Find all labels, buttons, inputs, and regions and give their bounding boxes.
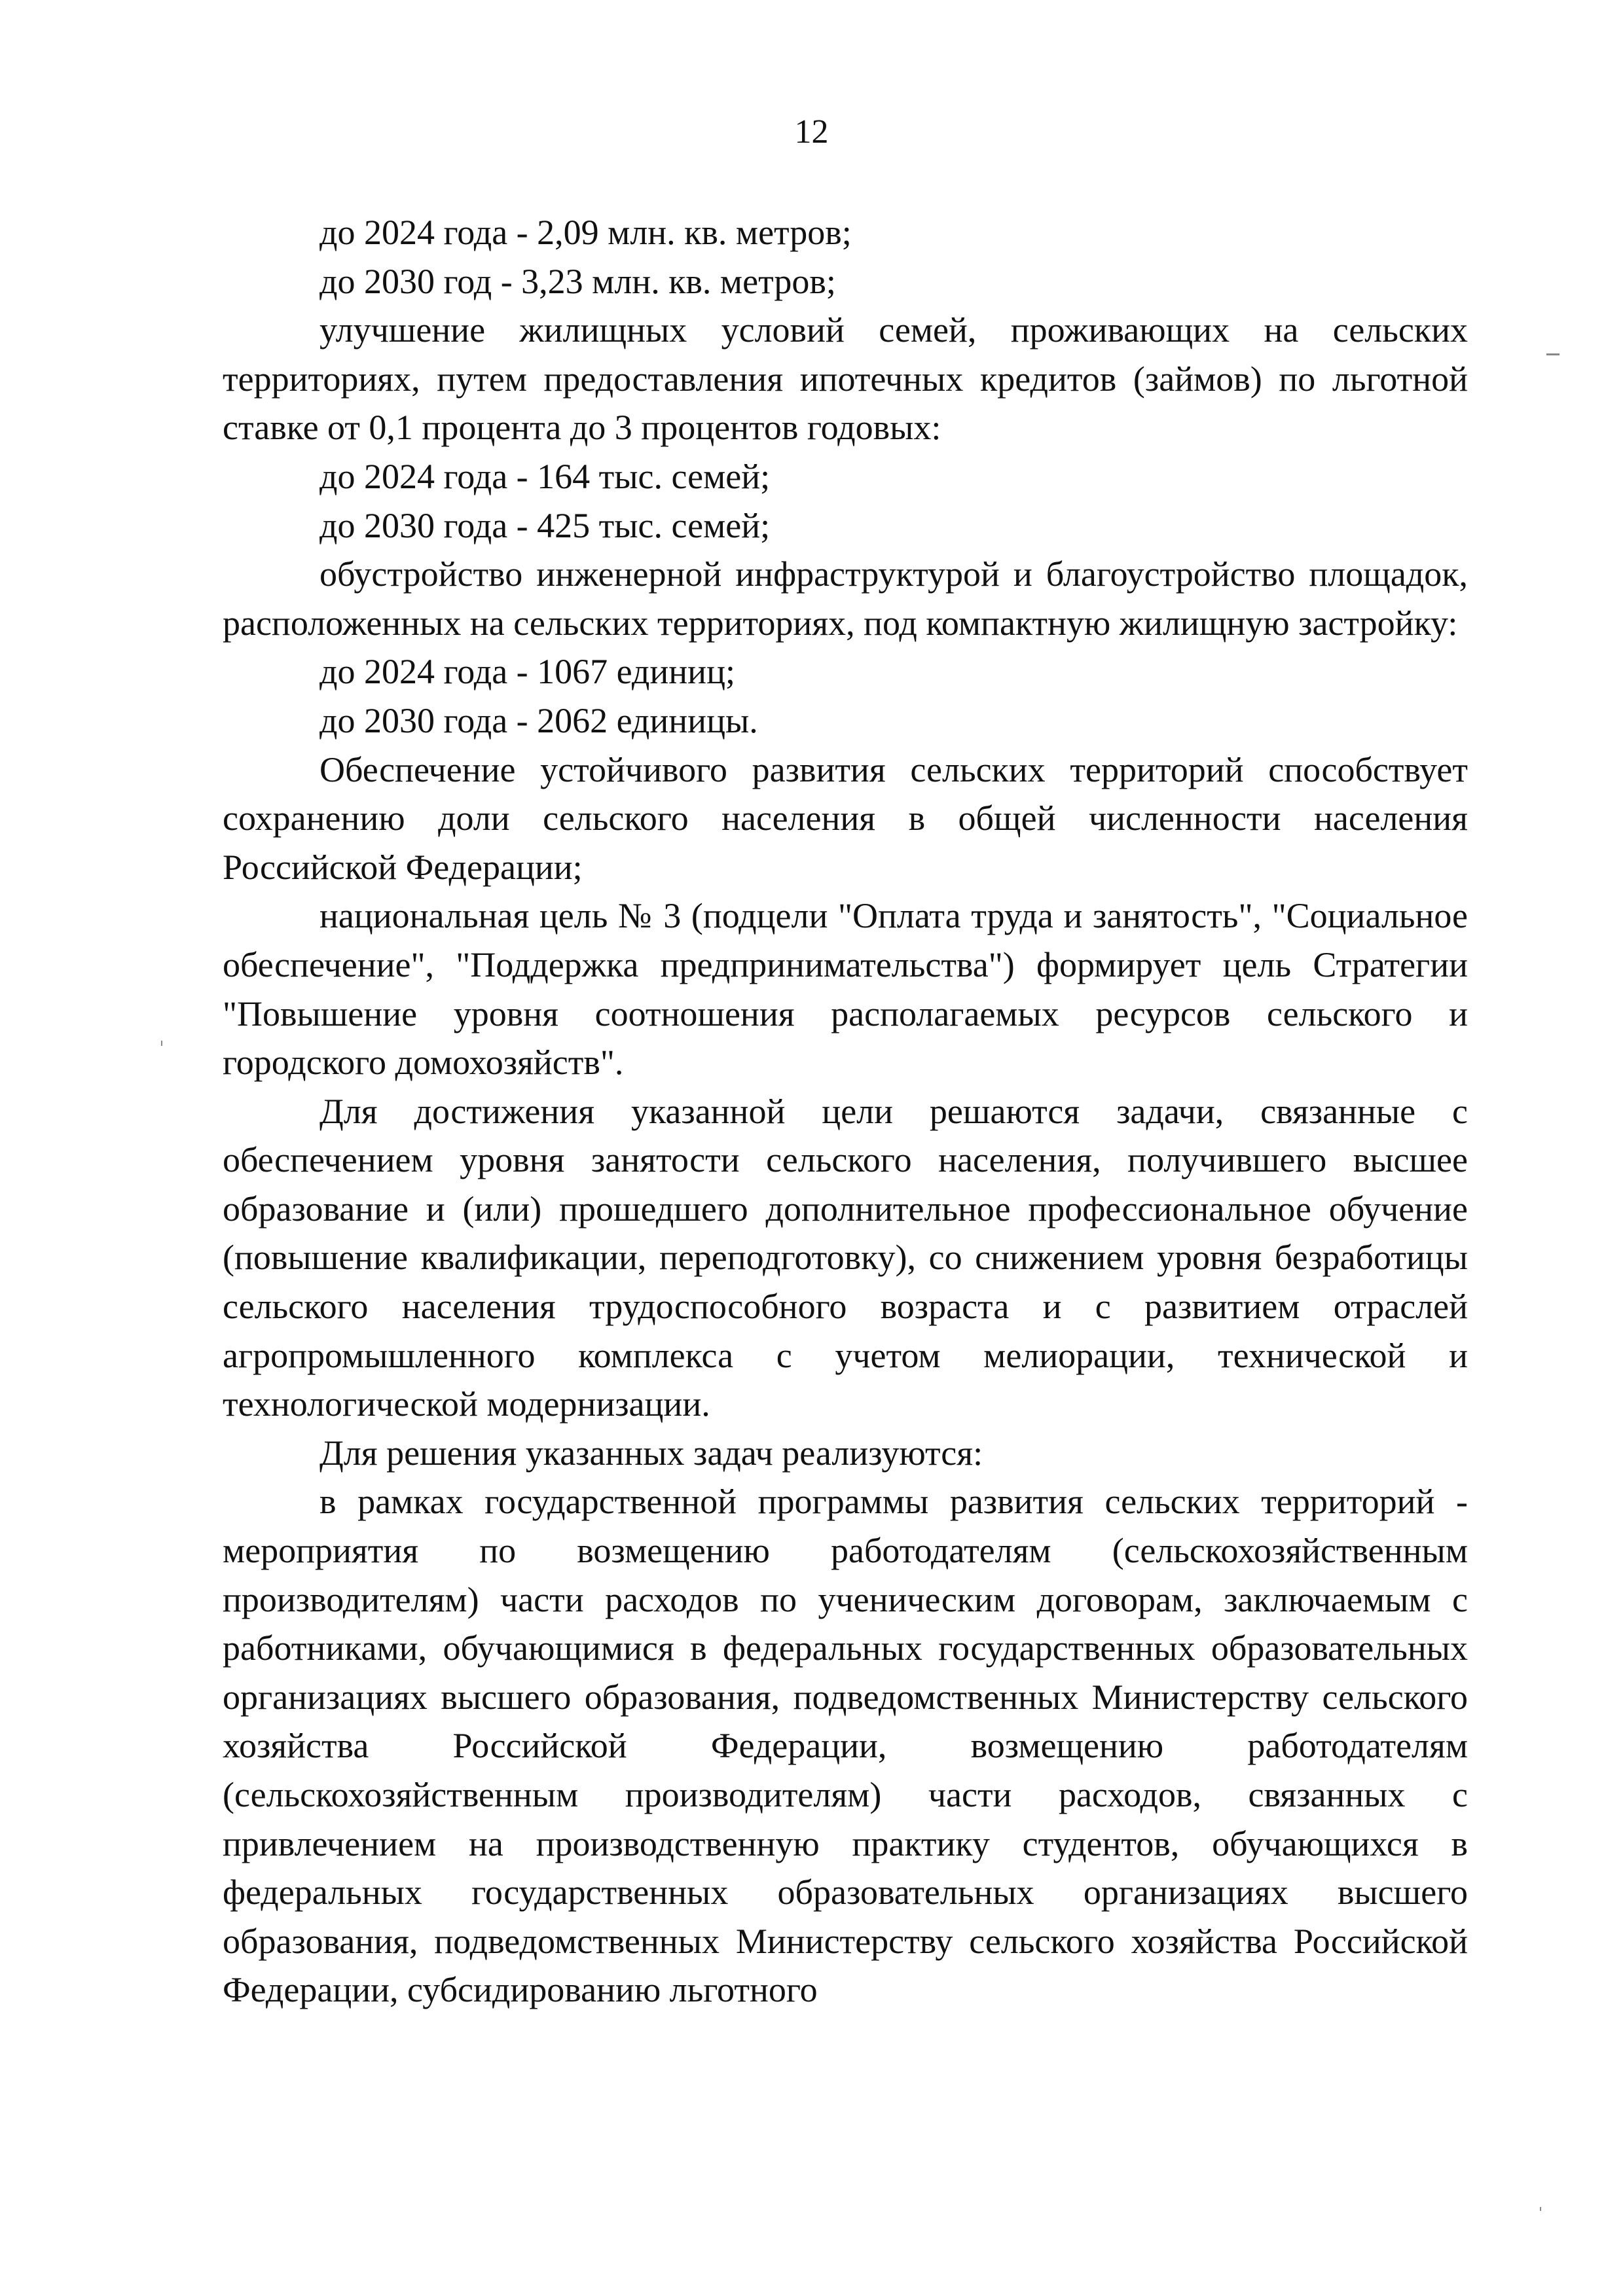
- paragraph-target-2030-units: до 2030 года - 2062 единицы.: [319, 700, 758, 740]
- document-body: [223, 208, 1468, 2015]
- scan-artifact-mark: [161, 1041, 162, 1046]
- paragraph-sustainable-development: Обеспечение устойчивого развития сельских территорий способствует сохранению доли сельского населения в общей численности населения Российской Федерации;: [223, 749, 1468, 887]
- paragraph-target-2024-units: до 2024 года - 1067 единиц;: [319, 652, 735, 692]
- paragraph-mortgage-conditions: улучшение жилищных условий семей, проживающих на сельских территориях, путем предоставления ипотечных кредитов (займов) по льготной ставке от 0,1 процента до 3 процентов годовых:: [223, 310, 1468, 448]
- paragraph-state-program-measures: в рамках государственной программы развития сельских территорий - мероприятия по возмещению работодателям (сельскохозяйственным производителям) части расходов по ученическим договорам, заключаемым с работниками, обучающимися в федеральных государственных образовательных организациях высшего образования, подведомственных Министерству сельского хозяйства Российской Федерации, возмещению работодателям (сельскохозяйственным производителям) части расходов, связанных с привлечением на производственную практику студентов, обучающихся в федеральных государственных образовательных организациях высшего образования, подведомственных Министерству сельского хозяйства Российской Федерации, субсидированию льготного: [223, 1482, 1468, 2010]
- paragraph-target-2030-area: до 2030 год - 3,23 млн. кв. метров;: [319, 261, 836, 301]
- scan-artifact-mark: [1546, 353, 1559, 355]
- paragraph-target-2030-families: до 2030 года - 425 тыс. семей;: [319, 505, 771, 545]
- paragraph-national-goal-3: национальная цель № 3 (подцели "Оплата труда и занятость", "Социальное обеспечение", "Поддержка предпринимательства") формирует цель Стратегии "Повышение уровня соотношения располагаемых ресурсов сельского и городского домохозяйств".: [223, 896, 1468, 1083]
- page-number: 12: [794, 113, 829, 151]
- scan-artifact-mark: [1540, 2207, 1541, 2211]
- paragraph-tasks-implemented: Для решения указанных задач реализуются:: [319, 1433, 983, 1473]
- paragraph-tasks: Для достижения указанной цели решаются задачи, связанные с обеспечением уровня занятости сельского населения, получившего высшее образование и (или) прошедшего дополнительное профессиональное обучение (повышение квалификации, переподготовку), со снижением уровня безработицы сельского населения трудоспособного возраста и с развитием отраслей агропромышленного комплекса с учетом мелиорации, технической и технологической модернизации.: [223, 1091, 1468, 1424]
- paragraph-target-2024-families: до 2024 года - 164 тыс. семей;: [319, 456, 771, 496]
- paragraph-infrastructure: обустройство инженерной инфраструктурой и благоустройство площадок, расположенных на сельских территориях, под компактную жилищную застройку:: [223, 554, 1468, 643]
- paragraph-target-2024-area: до 2024 года - 2,09 млн. кв. метров;: [319, 213, 852, 252]
